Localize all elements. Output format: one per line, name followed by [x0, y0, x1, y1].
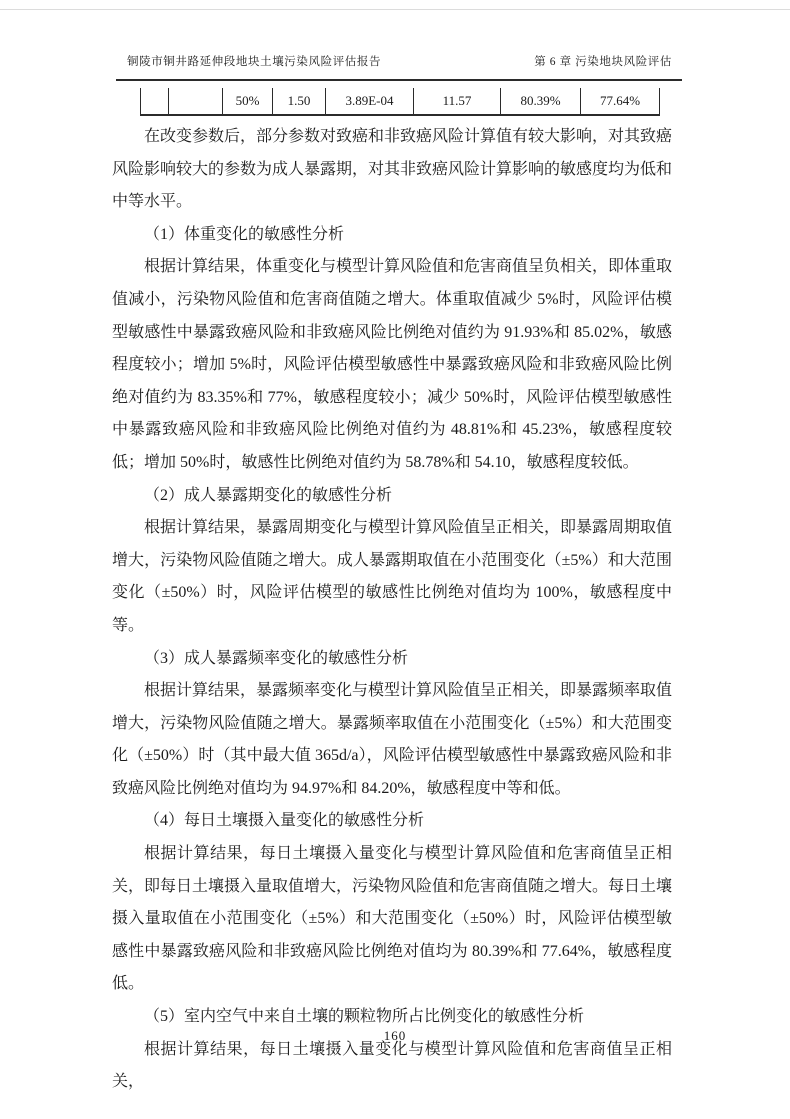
page-number: 160 [383, 1028, 407, 1043]
table-cell: 11.57 [413, 88, 500, 114]
page-header [127, 53, 672, 69]
paragraph: 根据计算结果，体重变化与模型计算风险值和危害商值呈负相关，即体重取值减小，污染物风险值和危害商值随之增大。体重取值减少 5%时，风险评估模型敏感性中暴露致癌风险和非致癌风险比例绝对值约为 91.93%和 85.02%，敏感程度较小；增加 5%时，风险评估模型敏感性中暴露致癌风险和非致癌风险比例绝对值约为 83.35%和 77%，敏感程度较小；减少 50%时，风险评估模型敏感性中暴露致癌风险和非致癌风险比例绝对值约为 48.81%和 45.23%，敏感程度较低；增加 50%时，敏感性比例绝对值约为 58.78%和 54.10，敏感程度较低。 [112, 258, 673, 471]
paragraph: 根据计算结果，暴露频率变化与模型计算风险值呈正相关，即暴露频率取值增大，污染物风险值随之增大。暴露频率取值在小范围变化（±5%）和大范围变化（±50%）时（其中最大值 365d/a），风险评估模型敏感性中暴露致癌风险和非致癌风险比例绝对值均为 94.97%和 84.20%，敏感程度中等和低。 [112, 682, 673, 797]
paragraph: 在改变参数后，部分参数对致癌和非致癌风险计算值有较大影响，对其致癌风险影响较大的参数为成人暴露期，对其非致癌风险计算影响的敏感度均为低和中等水平。 [112, 128, 673, 211]
body-text-block [112, 121, 672, 1099]
table-cell: 3.89E-04 [325, 88, 413, 114]
section-heading: （1）体重变化的敏感性分析 [144, 225, 345, 243]
page-footer [0, 1028, 790, 1044]
paragraph: 根据计算结果，暴露周期变化与模型计算风险值呈正相关，即暴露周期取值增大，污染物风险值随之增大。成人暴露期取值在小范围变化（±5%）和大范围变化（±50%）时，风险评估模型的敏感性比例绝对值均为 100%，敏感程度中等。 [112, 519, 673, 634]
table-cell [168, 88, 222, 114]
header-divider-rule [116, 79, 682, 81]
section-heading: （5）室内空气中来自土壤的颗粒物所占比例变化的敏感性分析 [144, 1008, 585, 1026]
table-cell: 77.64% [580, 88, 660, 114]
table-cell: 1.50 [272, 88, 325, 114]
table-row-fragment [140, 88, 660, 116]
chapter-title-header: 第 6 章 污染地块风险评估 [534, 56, 672, 68]
report-title-header: 铜陵市铜井路延伸段地块土壤污染风险评估报告 [127, 56, 382, 68]
page-top-edge-line [0, 9, 790, 10]
table-cell: 80.39% [500, 88, 580, 114]
paragraph: 根据计算结果，每日土壤摄入量变化与模型计算风险值和危害商值呈正相关， [112, 1040, 672, 1091]
section-heading: （3）成人暴露频率变化的敏感性分析 [144, 649, 409, 667]
section-heading: （2）成人暴露期变化的敏感性分析 [144, 486, 393, 504]
table-cell: 50% [222, 88, 272, 114]
table-cell [140, 88, 168, 114]
section-heading: （4）每日土壤摄入量变化的敏感性分析 [144, 812, 425, 830]
paragraph: 根据计算结果，每日土壤摄入量变化与模型计算风险值和危害商值呈正相关，即每日土壤摄入量取值增大，污染物风险值和危害商值随之增大。每日土壤摄入量取值在小范围变化（±5%）和大范围变化（±50%）时，风险评估模型敏感性中暴露致癌风险和非致癌风险比例绝对值均为 80.39%和 77.64%，敏感程度低。 [112, 845, 673, 993]
